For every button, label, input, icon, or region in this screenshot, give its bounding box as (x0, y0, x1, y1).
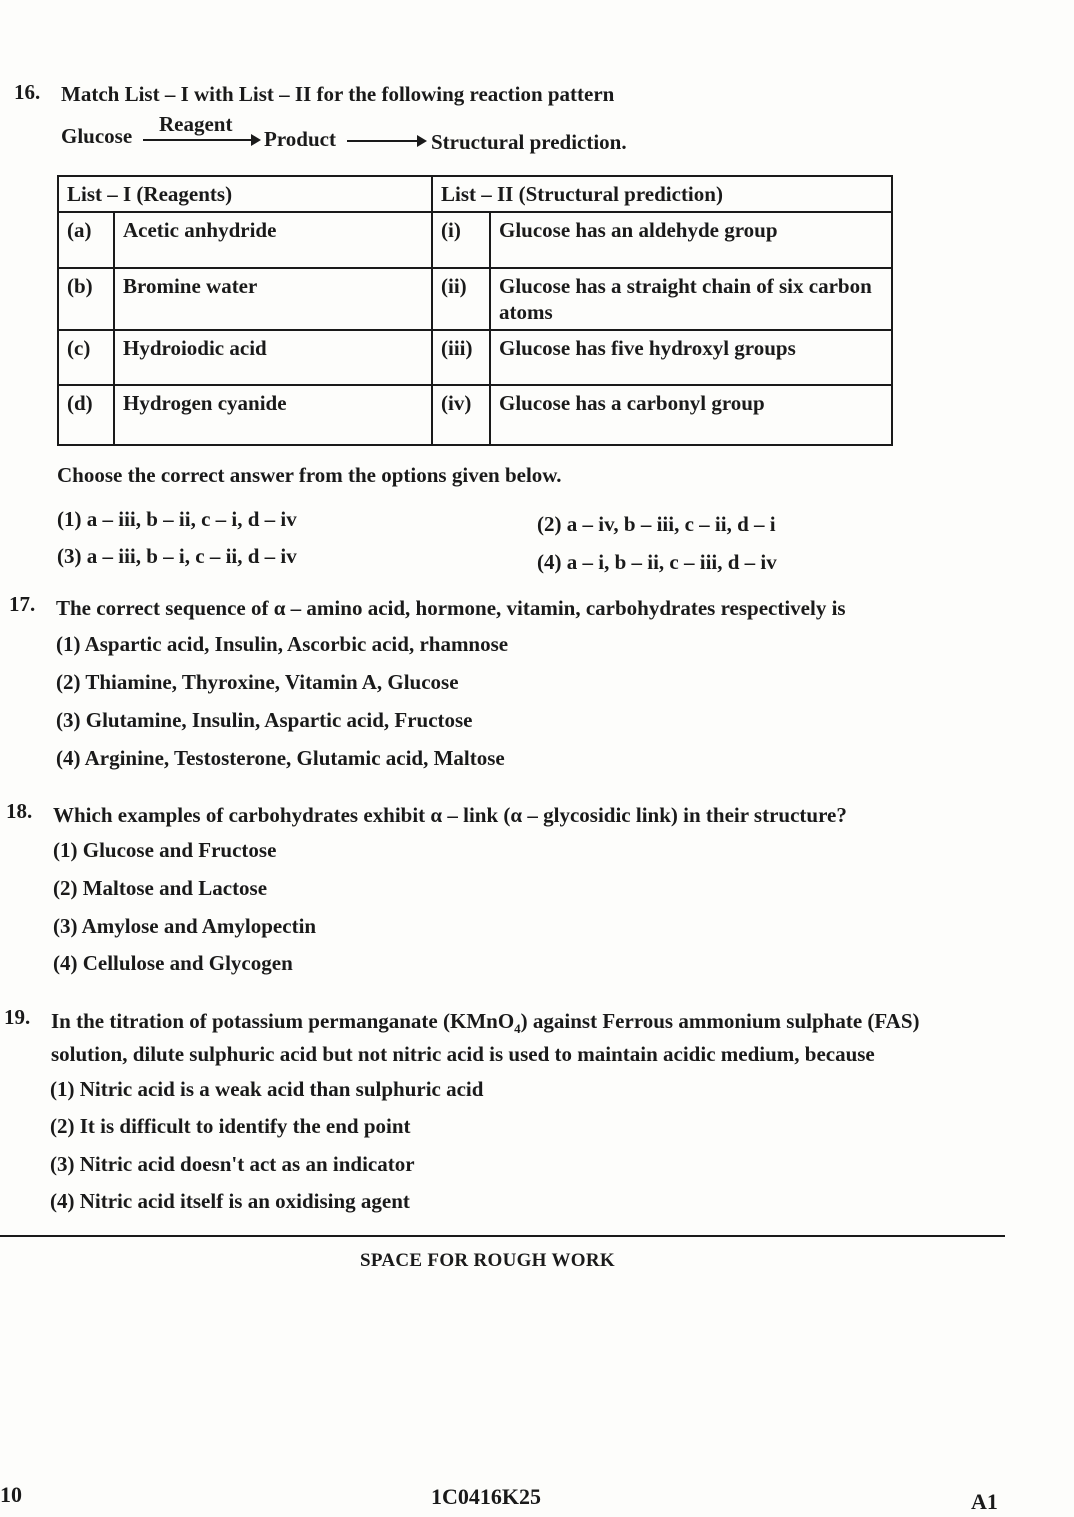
match-table (57, 175, 893, 446)
q19-prompt-b: ) against Ferrous ammonium sulphate (FAS) (520, 1009, 920, 1033)
list2-id: (iv) (432, 385, 490, 445)
q18-option-3: (3) Amylose and Amylopectin (53, 914, 317, 938)
q19-prompt-sub: 4 (514, 1021, 521, 1037)
q18-number: 18. (6, 799, 33, 823)
flow-start: Glucose (61, 124, 133, 148)
q16-instruction: Choose the correct answer from the options given below. (57, 463, 562, 487)
q16-option-1: (1) a – iii, b – ii, c – i, d – iv (57, 507, 297, 531)
table-row (58, 330, 892, 385)
list1-id: (c) (58, 330, 114, 385)
q18-option-1: (1) Glucose and Fructose (53, 838, 277, 862)
list1-item: Bromine water (114, 268, 432, 330)
q17-option-1: (1) Aspartic acid, Insulin, Ascorbic acid, rhamnose (56, 632, 509, 656)
q19-option-4: (4) Nitric acid itself is an oxidising agent (50, 1189, 410, 1213)
list2-item: Glucose has a straight chain of six carbon atoms (490, 268, 892, 330)
q17-option-2: (2) Thiamine, Thyroxine, Vitamin A, Glucose (56, 670, 459, 694)
list2-id: (iii) (432, 330, 490, 385)
list2-id: (ii) (432, 268, 490, 330)
list2-id: (i) (432, 212, 490, 268)
page-number: 10 (0, 1482, 22, 1507)
q16-prompt: Match List – I with List – II for the following reaction pattern (61, 82, 615, 106)
q19-option-1: (1) Nitric acid is a weak acid than sulphuric acid (50, 1077, 484, 1101)
rough-work-label: SPACE FOR ROUGH WORK (360, 1250, 615, 1271)
q18-prompt: Which examples of carbohydrates exhibit α – link (α – glycosidic link) in their structure? (53, 803, 847, 827)
q19-option-2: (2) It is difficult to identify the end point (50, 1114, 411, 1138)
paper-code: 1C0416K25 (431, 1484, 541, 1509)
reagent-arrow (143, 139, 259, 141)
q16-number: 16. (14, 80, 41, 104)
list2-item: Glucose has five hydroxyl groups (490, 330, 892, 385)
q17-option-4: (4) Arginine, Testosterone, Glutamic acid, Maltose (56, 746, 505, 770)
table-row (58, 212, 892, 268)
table-row (58, 268, 892, 330)
list1-item: Hydroiodic acid (114, 330, 432, 385)
divider-rule (0, 1235, 1005, 1237)
list1-item: Hydrogen cyanide (114, 385, 432, 445)
table-header-left: List – I (Reagents) (58, 176, 432, 212)
q16-option-2: (2) a – iv, b – iii, c – ii, d – i (537, 512, 776, 536)
q17-option-3: (3) Glutamine, Insulin, Aspartic acid, Fructose (56, 708, 473, 732)
q19-number: 19. (4, 1005, 31, 1029)
product-arrow (347, 140, 425, 142)
flow-middle: Product (264, 127, 336, 151)
list1-id: (a) (58, 212, 114, 268)
list1-item: Acetic anhydride (114, 212, 432, 268)
q19-option-3: (3) Nitric acid doesn't act as an indicator (50, 1152, 415, 1176)
list2-item: Glucose has an aldehyde group (490, 212, 892, 268)
q16-option-4: (4) a – i, b – ii, c – iii, d – iv (537, 550, 777, 574)
set-code: A1 (971, 1489, 998, 1514)
q17-number: 17. (9, 592, 36, 616)
list1-id: (b) (58, 268, 114, 330)
q19-prompt (51, 1009, 920, 1037)
q17-prompt: The correct sequence of α – amino acid, hormone, vitamin, carbohydrates respectively is (56, 596, 846, 620)
list1-id: (d) (58, 385, 114, 445)
reagent-label: Reagent (159, 112, 233, 136)
q19-prompt-line2: solution, dilute sulphuric acid but not nitric acid is used to maintain acidic medium, because (51, 1042, 875, 1066)
q18-option-2: (2) Maltose and Lactose (53, 876, 268, 900)
table-header-right: List – II (Structural prediction) (432, 176, 892, 212)
q16-option-3: (3) a – iii, b – i, c – ii, d – iv (57, 544, 297, 568)
list2-item: Glucose has a carbonyl group (490, 385, 892, 445)
table-row (58, 385, 892, 445)
flow-end: Structural prediction. (431, 130, 627, 154)
q19-prompt-a: In the titration of potassium permanganate (KMnO (51, 1009, 515, 1033)
q18-option-4: (4) Cellulose and Glycogen (53, 951, 293, 975)
